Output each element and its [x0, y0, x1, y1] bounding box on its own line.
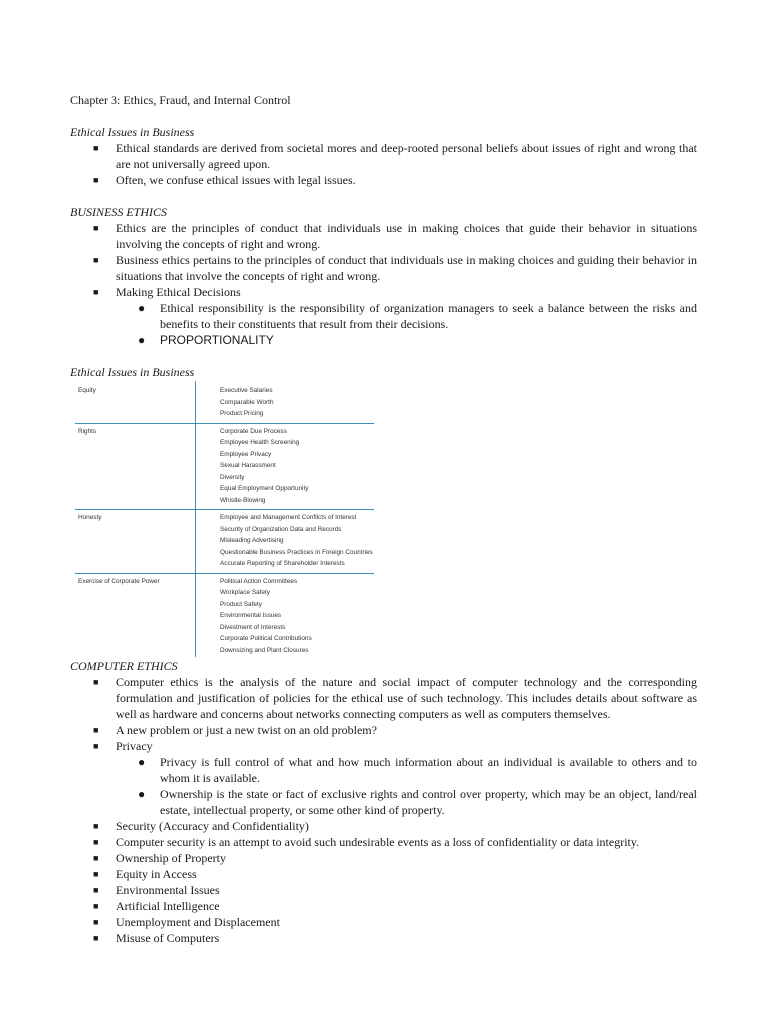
list-item-text: Equity in Access [116, 867, 197, 881]
square-bullet-icon: ■ [93, 255, 99, 265]
section-heading-ethical-issues-table: Ethical Issues in Business [70, 365, 195, 379]
table-issue: Downsizing and Plant Closures [220, 646, 309, 654]
table-issue: Corporate Due Process [220, 427, 287, 435]
table-issue: Workplace Safety [220, 589, 270, 596]
sub-list-item [70, 754, 697, 786]
list-item [70, 914, 697, 930]
table-issue: Sexual Harassment [220, 462, 276, 469]
list-item [70, 738, 697, 754]
list-item-text: Ethics are the principles of conduct that individuals use in making choices that guide their behavior in situations involving the concepts of right and wrong. [116, 221, 697, 251]
table-issue-list [220, 576, 312, 657]
list-item-text: Artificial Intelligence [116, 899, 220, 913]
table-issue: Product Safety [220, 600, 262, 608]
square-bullet-icon: ■ [93, 175, 99, 185]
section4-more-list [70, 818, 697, 946]
table-issue: Environmental Issues [220, 612, 282, 619]
square-bullet-icon: ■ [93, 741, 99, 751]
list-item-text: Ownership of Property [116, 851, 226, 865]
list-item [70, 866, 697, 882]
list-item [70, 818, 697, 834]
list-item [70, 252, 697, 284]
list-item [70, 850, 697, 866]
list-item-text: Business ethics pertains to the principles of conduct that individuals use in making choices and guiding their behavior in situations that involve the concepts of right and wrong. [116, 253, 697, 283]
square-bullet-icon: ■ [93, 869, 99, 879]
section-heading-computer-ethics: COMPUTER ETHICS [70, 659, 178, 673]
table-issue: Divestment of Interests [220, 623, 286, 631]
list-item [70, 674, 697, 722]
section2-list [70, 220, 697, 300]
list-item-text: Making Ethical Decisions [116, 285, 241, 299]
square-bullet-icon: ■ [93, 143, 99, 153]
square-bullet-icon: ■ [93, 901, 99, 911]
square-bullet-icon: ■ [93, 287, 99, 297]
table-issue: Whistle-Blowing [220, 496, 266, 504]
square-bullet-icon: ■ [93, 885, 99, 895]
table-issue: Questionable Business Practices in Foreign Countries [220, 548, 373, 556]
table-issue: Accurate Reporting of Shareholder Interests [220, 560, 345, 567]
sub-list-item-text: Privacy is full control of what and how much information about an individual is available to others and to whom it is available. [160, 755, 697, 785]
table-row-divider [75, 423, 374, 424]
sub-list-item [70, 300, 697, 332]
square-bullet-icon: ■ [93, 837, 99, 847]
table-issue: Executive Salaries [220, 387, 273, 394]
privacy-sublist [70, 754, 697, 818]
table-issue: Corporate Political Contributions [220, 635, 312, 642]
sub-list-item [70, 786, 697, 818]
table-issue: Political Action Committees [220, 577, 298, 585]
sub-list-item [70, 332, 697, 348]
table-category: Rights [78, 427, 97, 435]
list-item [70, 834, 697, 850]
list-item [70, 722, 697, 738]
square-bullet-icon: ■ [93, 821, 99, 831]
table-issue: Employee Privacy [220, 450, 272, 458]
round-bullet-icon: ● [138, 755, 146, 769]
table-row-divider [75, 573, 374, 574]
table-issue-list [220, 426, 308, 507]
list-item-text: Unemployment and Displacement [116, 915, 280, 929]
list-item-text: Misuse of Computers [116, 931, 220, 945]
section1-list [70, 140, 697, 188]
square-bullet-icon: ■ [93, 677, 99, 687]
list-item [70, 172, 697, 188]
table-issue: Comparable Worth [220, 398, 274, 406]
list-item-text: Computer ethics is the analysis of the nature and social impact of computer technology and the corresponding formulation and justification of policies for the ethical use of such technology. This includes details about software as well as hardware and concerns about networks connecting computers as well as computers themselves. [116, 675, 697, 721]
table-category: Exercise of Corporate Power [78, 577, 160, 585]
list-item [70, 140, 697, 172]
list-item-text: Often, we confuse ethical issues with legal issues. [116, 173, 356, 187]
table-issue-list [220, 385, 274, 420]
list-item-text: Ethical standards are derived from societal mores and deep-rooted personal beliefs about issues of right and wrong that are not universally agreed upon. [116, 141, 697, 171]
square-bullet-icon: ■ [93, 933, 99, 943]
list-item-text: A new problem or just a new twist on an old problem? [116, 723, 377, 737]
section-heading-business-ethics: BUSINESS ETHICS [70, 205, 167, 219]
table-issue: Equal Employment Opportunity [220, 485, 309, 492]
square-bullet-icon: ■ [93, 853, 99, 863]
square-bullet-icon: ■ [93, 223, 99, 233]
table-issue: Employee and Management Conflicts of Interest [220, 514, 357, 521]
section4-list [70, 674, 697, 754]
table-issue: Security of Organization Data and Records [220, 525, 342, 533]
table-row-divider [75, 509, 374, 510]
list-item-text: Security (Accuracy and Confidentiality) [116, 819, 309, 833]
table-issue: Employee Health Screening [220, 439, 300, 446]
table-issue-list [220, 512, 373, 570]
section2-sublist [70, 300, 697, 348]
round-bullet-icon: ● [138, 301, 146, 315]
sub-list-item-text: PROPORTIONALITY [160, 333, 274, 347]
ethical-issues-table [70, 380, 697, 658]
table-category: Equity [78, 387, 96, 394]
section-heading-ethical-issues: Ethical Issues in Business [70, 125, 195, 139]
round-bullet-icon: ● [138, 333, 146, 347]
sub-list-item-text: Ownership is the state or fact of exclusive rights and control over property, which may be an object, land/real estate, intellectual property, or some other kind of property. [160, 787, 697, 817]
square-bullet-icon: ■ [93, 725, 99, 735]
table-issue: Product Pricing [220, 410, 264, 417]
list-item [70, 930, 697, 946]
list-item-text: Environmental Issues [116, 883, 220, 897]
document-body [70, 92, 697, 946]
sub-list-item-text: Ethical responsibility is the responsibility of organization managers to seek a balance between the risks and benefits to their constituents that result from their decisions. [160, 301, 697, 331]
list-item-text: Computer security is an attempt to avoid such undesirable events as a loss of confidentiality or data integrity. [116, 835, 640, 849]
round-bullet-icon: ● [138, 787, 146, 801]
list-item-text: Privacy [116, 739, 153, 753]
table-issue: Diversity [220, 473, 245, 481]
list-item [70, 882, 697, 898]
table-issue: Misleading Advertising [220, 537, 284, 544]
square-bullet-icon: ■ [93, 917, 99, 927]
list-item [70, 898, 697, 914]
table-category: Honesty [78, 514, 102, 521]
list-item [70, 284, 697, 300]
document-title: Chapter 3: Ethics, Fraud, and Internal Control [70, 93, 291, 107]
list-item [70, 220, 697, 252]
